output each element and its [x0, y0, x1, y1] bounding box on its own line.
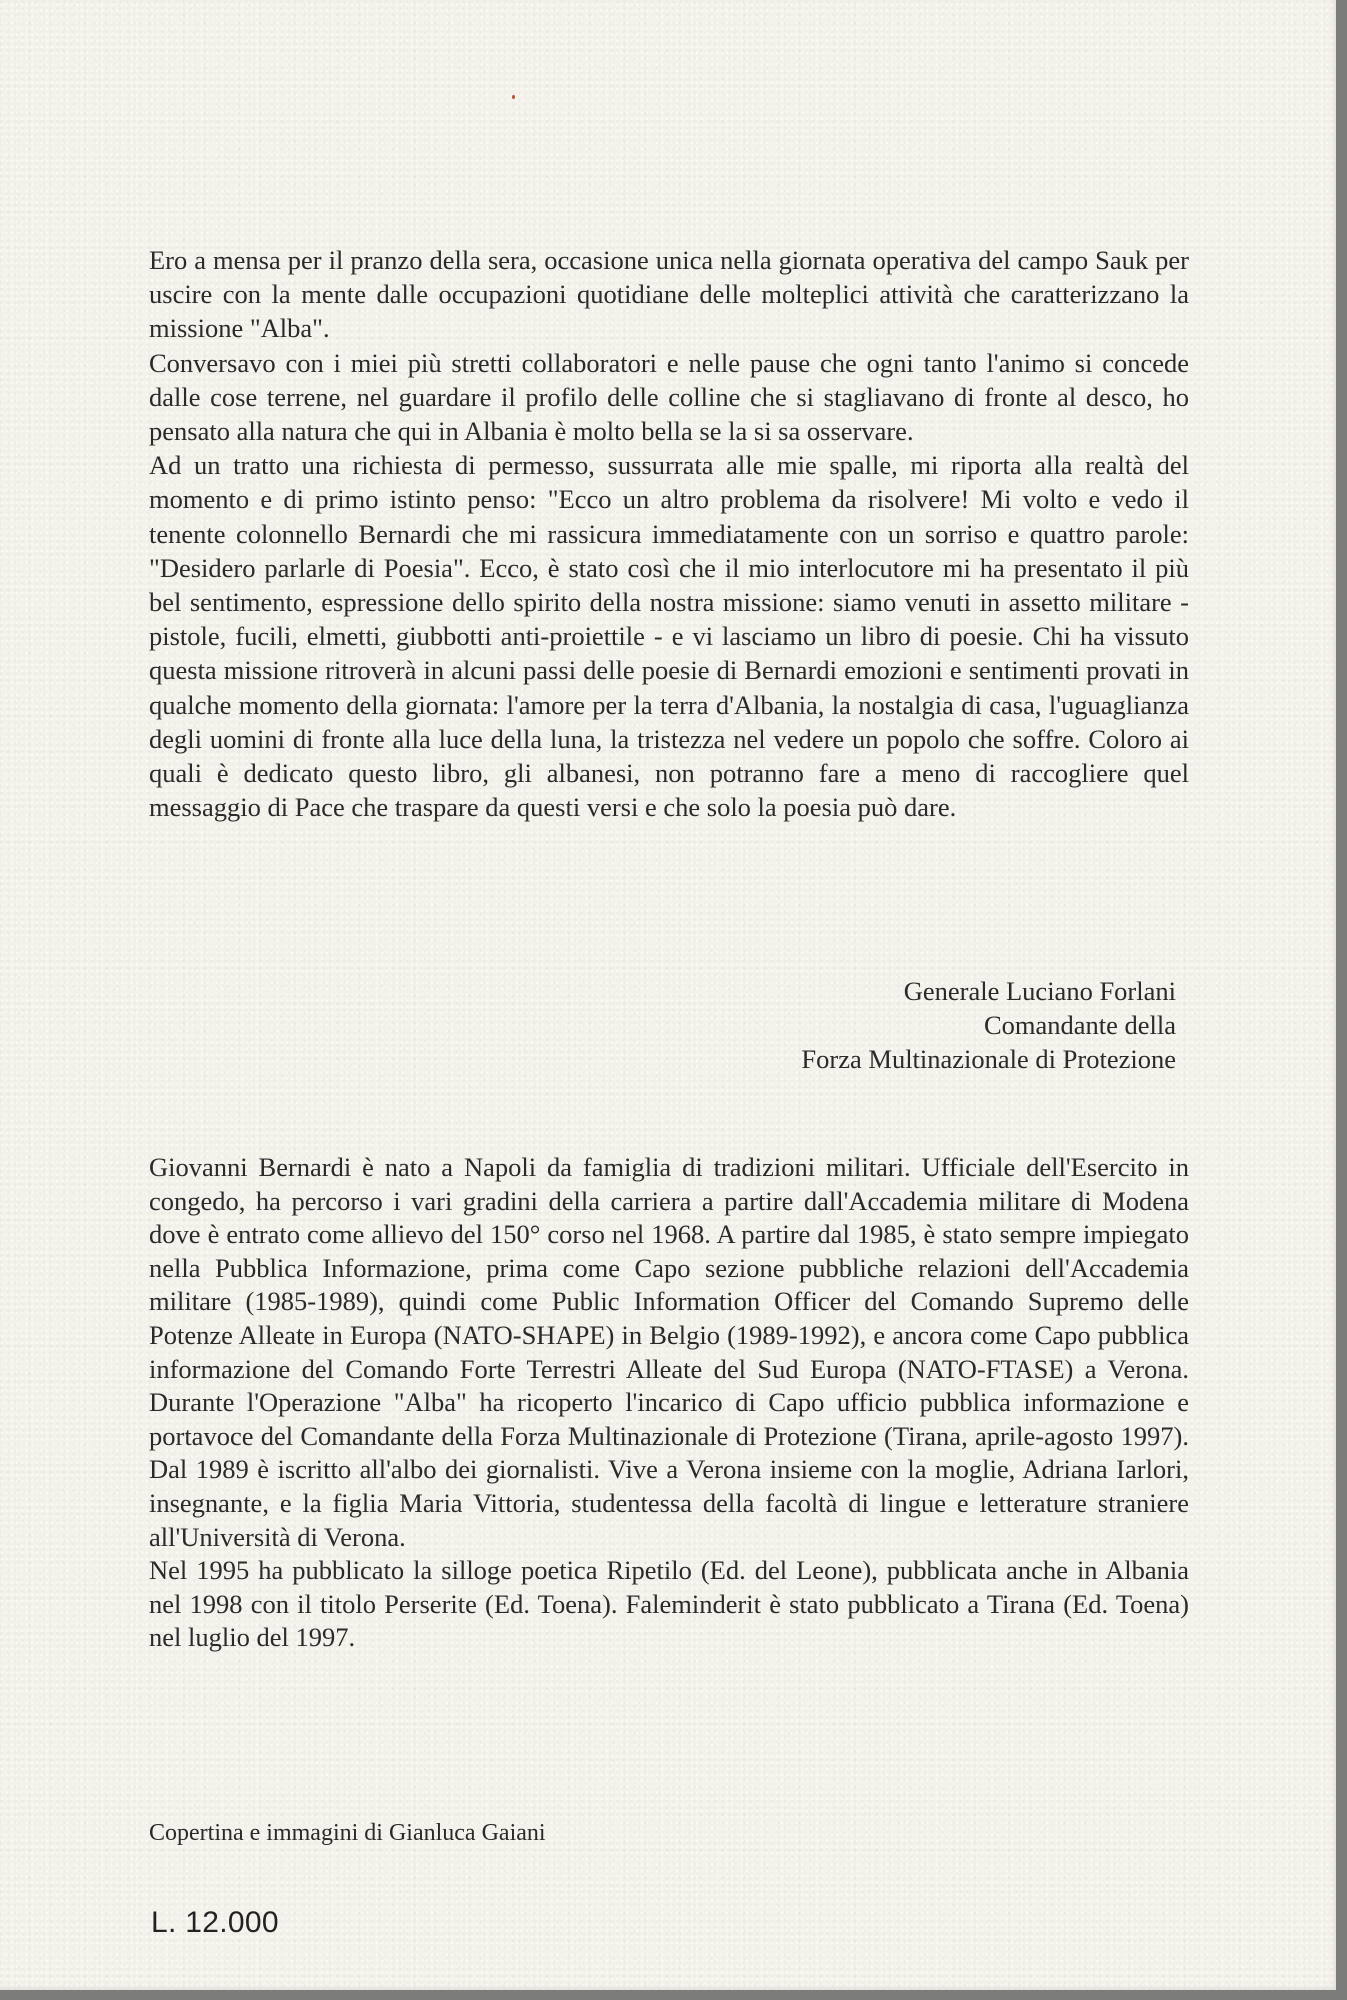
foreword-paragraph: Conversavo con i miei più stretti collaboratori e nelle pause che ogni tanto l'animo si concede dalle cose terrene, nel guardare il profilo delle colline che si stagliavano di fronte al desco, ho pensato alla natura che qui in Albania è molto bella se la si sa osservare.: [149, 347, 1189, 447]
bio-paragraph: Giovanni Bernardi è nato a Napoli da famiglia di tradizioni militari. Ufficiale dell'Esercito in congedo, ha percorso i vari gradini della carriera a partire dall'Accademia militare di Modena dove è entrato come allievo del 150° corso nel 1968. A partire dal 1985, è stato sempre impiegato nella Pubblica Informazione, prima come Capo sezione pubbliche relazioni dell'Accademia militare (1985-1989), quindi come Public Information Officer del Comando Supremo delle Potenze Alleate in Europa (NATO-SHAPE) in Belgio (1989-1992), e ancora come Capo pubblica informazione del Comando Forte Terrestri Alleate del Sud Europa (NATO-FTASE) a Verona. Durante l'Operazione "Alba" ha ricoperto l'incarico di Capo ufficio pubblica informazione e portavoce del Comandante della Forza Multinazionale di Protezione (Tirana, aprile-agosto 1997). Dal 1989 è iscritto all'albo dei giornalisti. Vive a Verona insieme con la moglie, Adriana Iarlori, insegnante, e la figlia Maria Vittoria, studentessa della facoltà di lingue e letterature straniere all'Università di Verona.: [149, 1152, 1189, 1552]
foreword-text: [149, 243, 1189, 824]
foreword-signature: [801, 974, 1176, 1077]
cover-credits: Copertina e immagini di Gianluca Gaiani: [149, 1820, 546, 1846]
foreword-paragraph: Ad un tratto una richiesta di permesso, sussurrata alle mie spalle, mi riporta alla realtà del momento e di primo istinto penso: "Ecco un altro problema da risolvere! Mi volto e vedo il tenente colonnello Bernardi che mi rassicura immediatamente con un sorriso e quattro parole: "Desidero parlarle di Poesia". Ecco, è stato così che il mio interlocutore mi ha presentato il più bel sentimento, espressione dello spirito della nostra missione: siamo venuti in assetto militare - pistole, fucili, elmetti, giubbotti anti-proiettile - e vi lasciamo un libro di poesie. Chi ha vissuto questa missione ritroverà in alcuni passi delle poesie di Bernardi emozioni e sentimenti provati in qualche momento della giornata: l'amore per la terra d'Albania, la nostalgia di casa, l'uguaglianza degli uomini di fronte alla luce della luna, la tristezza nel vedere un popolo che soffre. Coloro ai quali è dedicato questo libro, gli albanesi, non potranno fare a meno di raccogliere quel messaggio di Pace che traspare da questi versi e che solo la poesia può dare.: [149, 450, 1189, 823]
paper-speck: [512, 95, 515, 99]
price-label: L. 12.000: [151, 1906, 279, 1939]
bio-paragraph: Nel 1995 ha pubblicato la silloge poetica Ripetilo (Ed. del Leone), pubblicata anche in Albania nel 1998 con il titolo Perserite (Ed. Toena). Faleminderit è stato pubblicato a Tirana (Ed. Toena) nel luglio del 1997.: [149, 1555, 1189, 1653]
signature-role: Comandante della: [983, 1010, 1176, 1041]
signature-name: Generale Luciano Forlani: [903, 976, 1176, 1006]
author-biography: [149, 1151, 1189, 1655]
foreword-paragraph: Ero a mensa per il pranzo della sera, occasione unica nella giornata operativa del campo Sauk per uscire con la mente dalle occupazioni quotidiane delle molteplici attività che caratterizzano la missione "Alba".: [149, 245, 1189, 344]
signature-unit: Forza Multinazionale di Protezione: [801, 1044, 1176, 1075]
